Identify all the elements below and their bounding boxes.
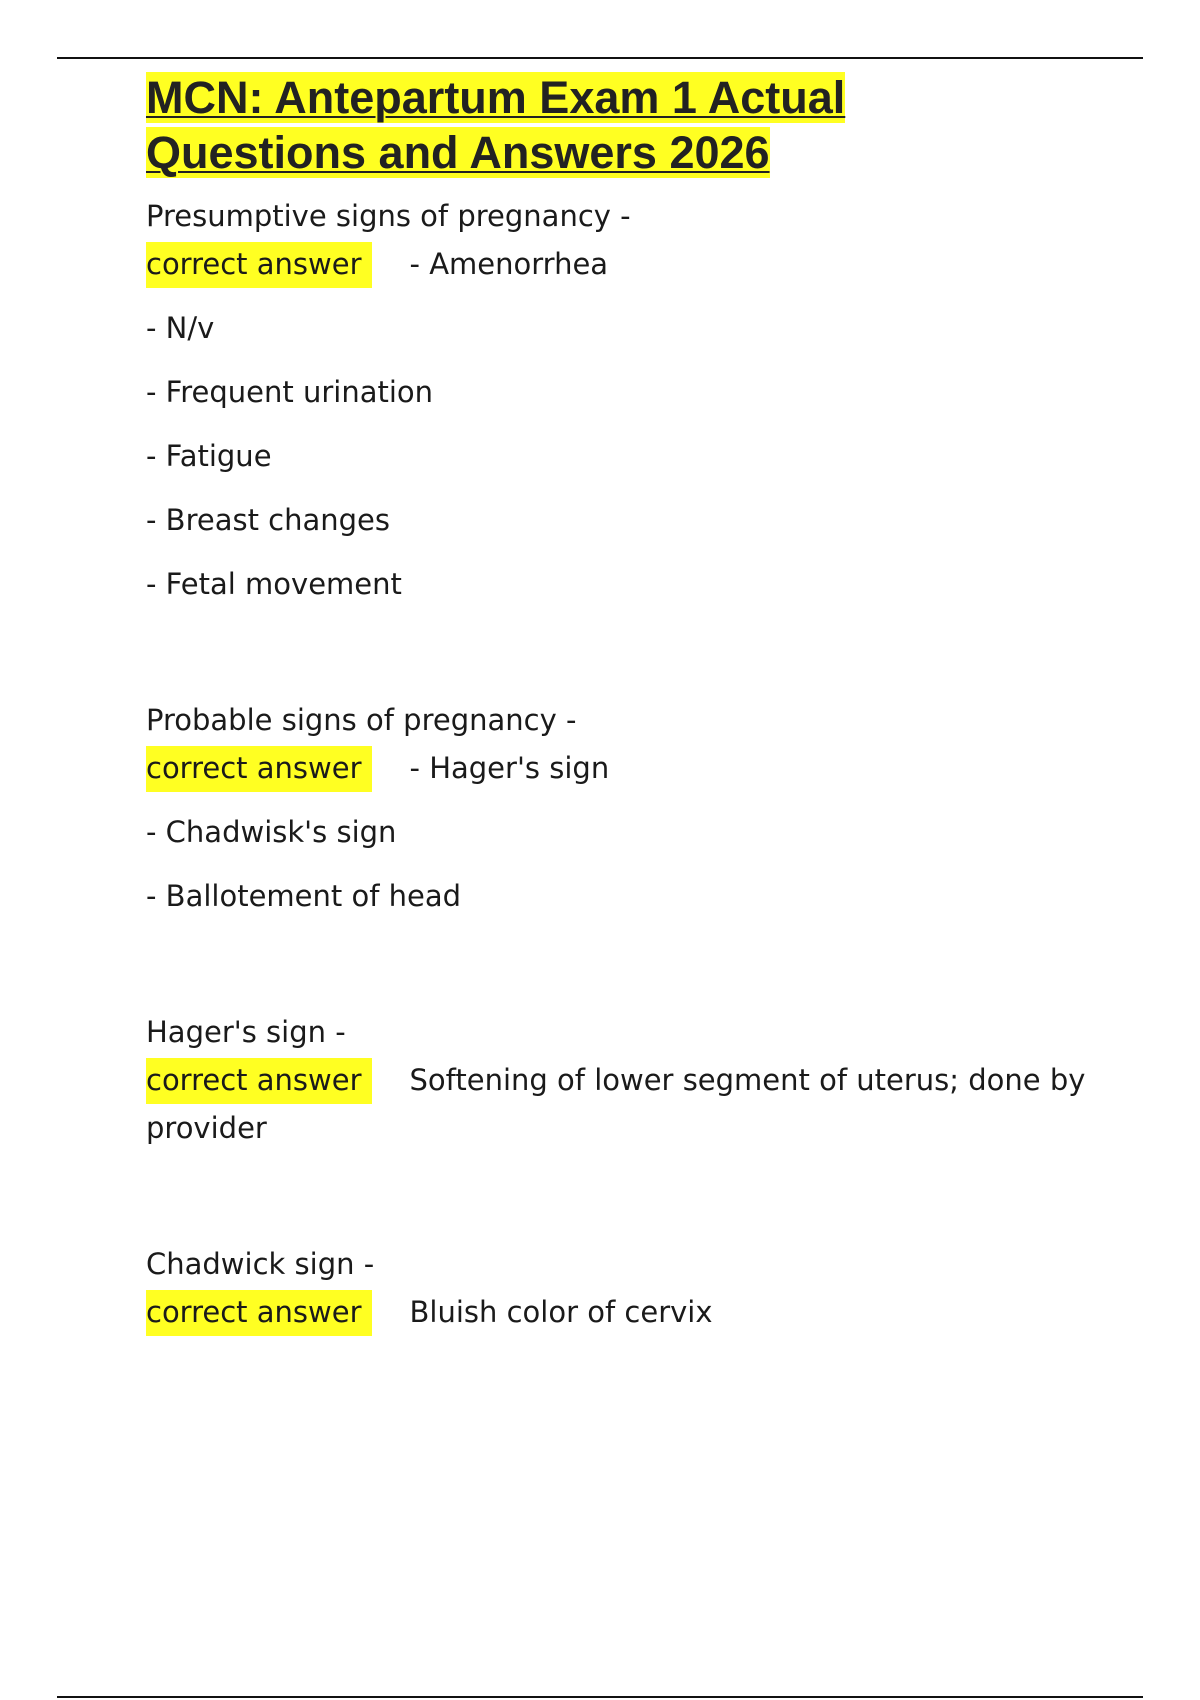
answer-continuation: provider	[146, 1111, 267, 1145]
question-text: Hager's sign -	[146, 1015, 346, 1049]
answer-line	[146, 744, 1096, 792]
answer-text: - Hager's sign	[409, 751, 610, 785]
answer-line	[146, 240, 1096, 288]
title-line-1: MCN: Antepartum Exam 1 Actual	[146, 72, 846, 123]
answer-line	[146, 1288, 1096, 1336]
qa-block-presumptive	[146, 192, 1096, 608]
answer-text: - Amenorrhea	[409, 247, 609, 281]
question-text: Presumptive signs of pregnancy -	[146, 199, 631, 233]
answer-item: - Fetal movement	[146, 567, 402, 601]
correct-answer-marker: correct answer	[146, 746, 372, 792]
title-line-2: Questions and Answers 2026	[146, 127, 770, 178]
answer-item: - N/v	[146, 311, 215, 345]
qa-block-hagers-sign	[146, 1008, 1096, 1152]
bottom-page-rule	[57, 1696, 1143, 1698]
document-title	[146, 70, 1096, 180]
answer-text: Bluish color of cervix	[409, 1295, 713, 1329]
answer-item: - Fatigue	[146, 439, 272, 473]
answer-item: - Chadwisk's sign	[146, 815, 397, 849]
document-content	[146, 70, 1096, 1336]
answer-item: - Frequent urination	[146, 375, 434, 409]
correct-answer-marker: correct answer	[146, 242, 372, 288]
answer-text: Softening of lower segment of uterus; done by	[409, 1063, 1086, 1097]
correct-answer-marker: correct answer	[146, 1058, 372, 1104]
qa-block-probable	[146, 696, 1096, 920]
answer-item: - Breast changes	[146, 503, 391, 537]
correct-answer-marker: correct answer	[146, 1290, 372, 1336]
top-page-rule	[57, 57, 1143, 59]
question-text: Chadwick sign -	[146, 1247, 375, 1281]
question-text: Probable signs of pregnancy -	[146, 703, 577, 737]
answer-line	[146, 1056, 1096, 1104]
answer-item: - Ballotement of head	[146, 879, 462, 913]
qa-block-chadwick-sign	[146, 1240, 1096, 1336]
